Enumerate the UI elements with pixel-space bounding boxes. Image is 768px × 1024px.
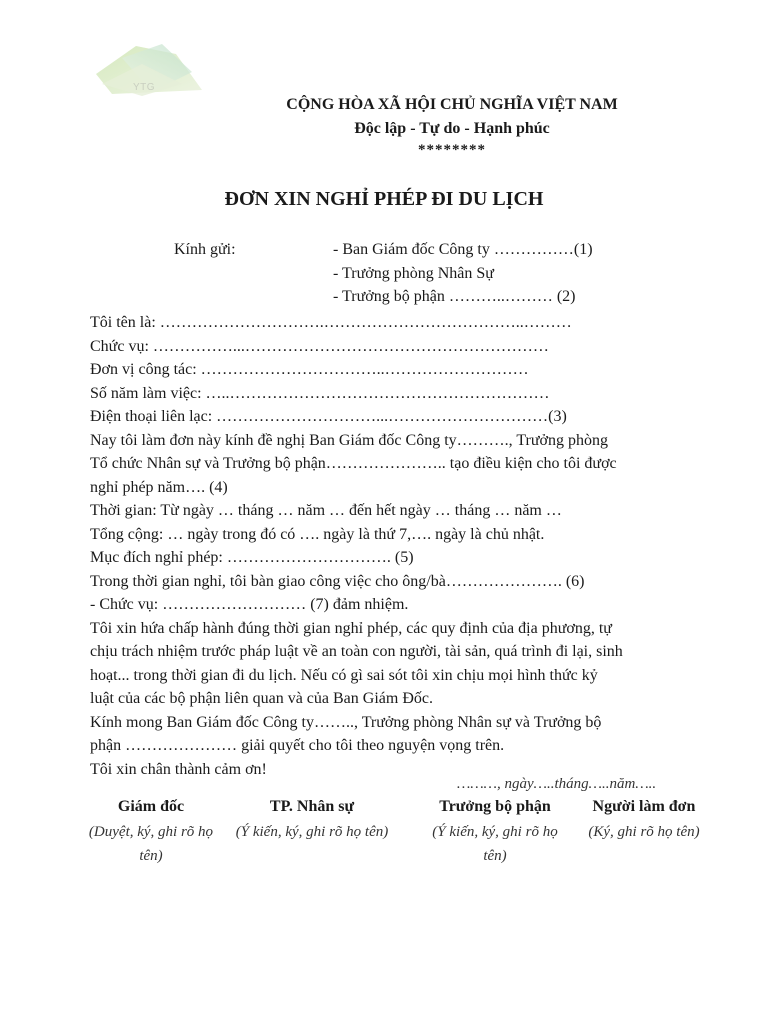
signature-role: Trưởng bộ phận <box>439 798 551 815</box>
field-phone: Điện thoại liên lạc: …………………………...…………………………(3) <box>90 408 567 425</box>
logo-text: YTG <box>133 82 156 93</box>
recipient-item: - Trưởng phòng Nhân Sự <box>333 265 494 282</box>
signature-block-hr <box>214 798 410 844</box>
signature-note: (Ý kiến, ký, ghi rõ họ tên) <box>432 824 558 864</box>
field-position: Chức vụ: ……………...………………………………………………… <box>90 337 549 355</box>
field-department: Đơn vị công tác: ……………………………..……………………… <box>90 361 529 378</box>
signature-role: Người làm đơn <box>592 798 696 815</box>
signature-block-applicant <box>576 798 712 844</box>
recipient-item: - Ban Giám đốc Công ty ……………(1) <box>333 241 593 258</box>
body-paragraph-line: hoạt... trong thời gian đi du lịch. Nếu có gì sai sót tôi xin chịu mọi hình thức kỷ <box>90 666 598 684</box>
signature-role: TP. Nhân sự <box>269 798 355 815</box>
body-paragraph-line: Kính mong Ban Giám đốc Công ty…….., Trưởng phòng Nhân sự và Trưởng bộ <box>90 713 602 731</box>
signature-role: Giám đốc <box>117 798 185 815</box>
signature-note: (Duyệt, ký, ghi rõ họ tên) <box>88 824 214 864</box>
body-paragraph-line: phận ………………… giải quyết cho tôi theo nguyện vọng trên. <box>90 737 505 754</box>
body-paragraph-line: Tôi xin hứa chấp hành đúng thời gian nghỉ phép, các quy định của địa phương, tự <box>90 619 612 637</box>
national-title: CỘNG HÒA XÃ HỘI CHỦ NGHĨA VIỆT NAM <box>286 96 618 113</box>
recipients-label: Kính gửi: <box>174 241 236 258</box>
signature-block-director <box>86 798 216 868</box>
field-purpose: Mục đích nghỉ phép: …………………………. (5) <box>90 549 414 566</box>
document-title: ĐƠN XIN NGHỈ PHÉP ĐI DU LỊCH <box>224 188 544 210</box>
signature-note: (Ký, ghi rõ họ tên) <box>588 824 700 840</box>
national-motto: Độc lập - Tự do - Hạnh phúc <box>354 120 550 137</box>
body-paragraph-line: Nay tôi làm đơn này kính đề nghị Ban Giám đốc Công ty………., Trưởng phòng <box>90 431 609 449</box>
recipient-item: - Trưởng bộ phận ………..……… (2) <box>333 288 576 305</box>
field-full-name: Tôi tên là: ………………………….………………………………..……… <box>90 314 572 331</box>
body-paragraph-line: Tổ chức Nhân sự và Trưởng bộ phận………………….. tạo điều kiện cho tôi được <box>90 455 617 472</box>
date-line: ………, ngày…..tháng…..năm….. <box>457 776 657 792</box>
closing-thanks: Tôi xin chân thành cảm ơn! <box>90 760 267 778</box>
field-handover: Trong thời gian nghỉ, tôi bàn giao công việc cho ông/bà…………………. (6) <box>90 572 585 590</box>
field-handover-position: - Chức vụ: ……………………… (7) đảm nhiệm. <box>90 596 409 613</box>
field-total-days: Tổng cộng: … ngày trong đó có …. ngày là thứ 7,…. ngày là chủ nhật. <box>90 525 545 543</box>
header-separator: ******** <box>418 142 486 158</box>
body-paragraph-line: nghỉ phép năm…. (4) <box>90 478 228 496</box>
field-years-worked: Số năm làm việc: …..…………………………………………………… <box>90 384 550 402</box>
body-text <box>90 311 710 781</box>
signature-note: (Ý kiến, ký, ghi rõ họ tên) <box>235 824 389 840</box>
body-paragraph-line: luật của các bộ phận liên quan và của Ban Giám Đốc. <box>90 690 433 707</box>
field-time-period: Thời gian: Từ ngày … tháng … năm … đến hết ngày … tháng … năm … <box>90 502 562 519</box>
signature-block-dept-head <box>422 798 568 868</box>
body-paragraph-line: chịu trách nhiệm trước pháp luật về an toàn con người, tài sản, quá trình đi lại, sinh <box>90 643 623 660</box>
